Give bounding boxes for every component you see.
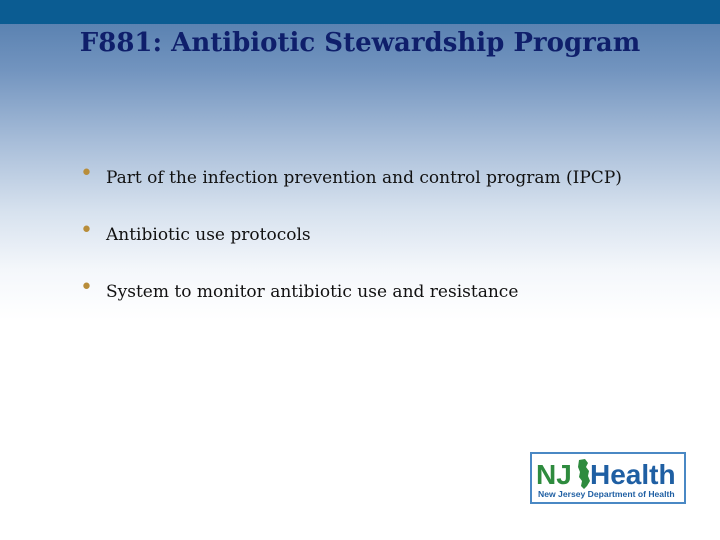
bullet-dot-icon: • <box>80 275 93 300</box>
nj-health-logo <box>530 452 686 504</box>
bullet-dot-icon: • <box>80 161 93 186</box>
bullet-dot-icon: • <box>80 218 93 243</box>
slide-title: F881: Antibiotic Stewardship Program <box>79 28 641 58</box>
logo-subtitle: New Jersey Department of Health <box>538 489 675 499</box>
bullet-text: Part of the infection prevention and control program (IPCP) <box>106 168 622 188</box>
top-bar <box>0 0 720 24</box>
logo-nj-text: NJ <box>536 459 572 490</box>
bullet-text: System to monitor antibiotic use and resistance <box>106 282 519 302</box>
bullet-text: Antibiotic use protocols <box>106 225 311 245</box>
logo-health-text: Health <box>590 459 676 490</box>
nj-health-logo-graphic <box>532 454 684 502</box>
